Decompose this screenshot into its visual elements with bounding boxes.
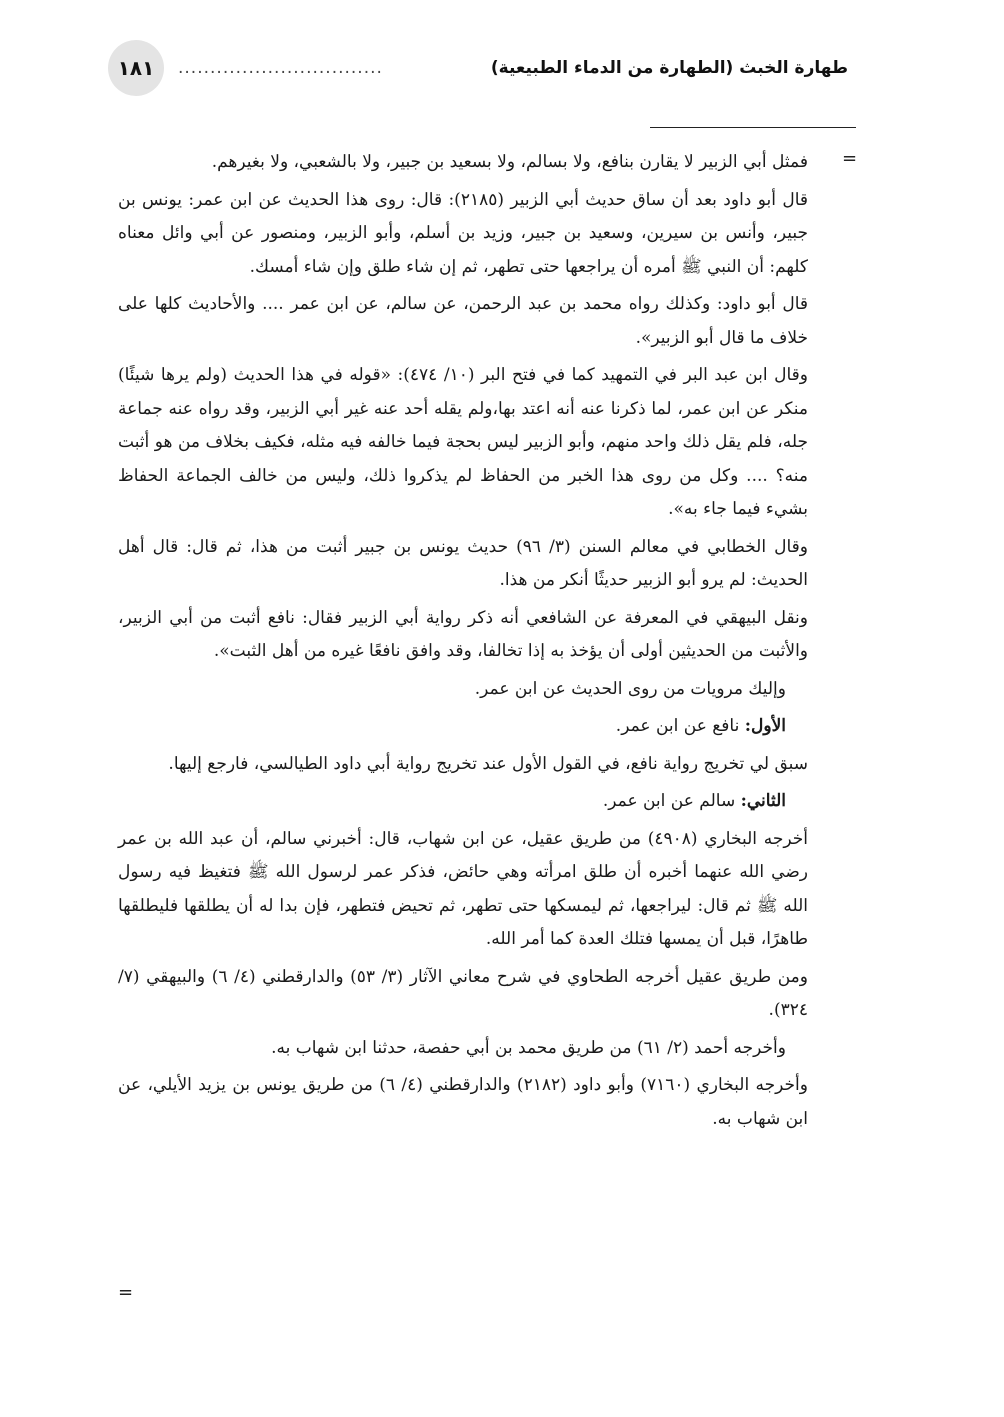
continuation-mark-bottom: =: [118, 1282, 134, 1303]
footnote-rule: [650, 127, 856, 128]
paragraph: أخرجه البخاري (٤٩٠٨) من طريق عقيل، عن ابن شهاب، قال: أخبرني سالم، أن عبد الله بن عمر رضي الله عنهما أخبره أن طلق امرأته وهي حائض، فذكر عمر لرسول الله ﷺ فتغيظ فيه رسول الله ﷺ ثم قال: ليراجعها، ثم ليمسكها حتى تطهر، ثم تحيض فتطهر، فإن بدا له أن يطلقها فليطلقها طاهرًا، قبل أن يمسها فتلك العدة كما أمر الله.: [118, 828, 808, 949]
paragraph: وإليك مرويات من روى الحديث عن ابن عمر.: [474, 678, 786, 699]
page-number: ١٨١: [108, 40, 164, 96]
footnote-body: [118, 146, 808, 1140]
paragraph: قال أبو داود: وكذلك رواه محمد بن عبد الرحمن، عن سالم، عن ابن عمر .... والأحاديث كلها على خلاف ما قال أبو الزبير».: [118, 294, 808, 348]
running-title: [491, 58, 848, 78]
paragraph: وأخرجه أحمد (٢/ ٦١) من طريق محمد بن أبي حفصة، حدثنا ابن شهاب به.: [271, 1037, 786, 1058]
paragraph: فمثل أبي الزبير لا يقارن بنافع، ولا بسالم، ولا بسعيد بن جبير، ولا بالشعبي، ولا بغيرهم.: [211, 152, 808, 172]
paragraph: وقال ابن عبد البر في التمهيد كما في فتح البر (١٠/ ٤٧٤): «قوله في هذا الحديث (ولم يرها شيئًا) منكر عن ابن عمر، لما ذكرنا عنه أنه اعتد بها،ولم يقله أحد عنه غير أبي الزبير، وقد رواه عنه جماعة جله، فلم يقل ذلك واحد منهم، وأبو الزبير ليس بحجة فيما خالفه فيه مثله، فكيف بخلاف من هو أثبت منه؟ .... وكل من روى هذا الخبر من الحفاظ لم يذكروا ذلك، وليس من خالف الجماعة الحفاظ بشيء فيما جاء به».: [118, 365, 808, 519]
heading-first: [118, 710, 808, 744]
paragraph: سبق لي تخريج رواية نافع، في القول الأول عند تخريج رواية أبي داود الطيالسي، فارجع إليها.: [168, 753, 808, 774]
heading-second-label: الثاني:: [740, 791, 786, 811]
paragraph: وقال الخطابي في معالم السنن (٣/ ٩٦) حديث يونس بن جبير أثبت من هذا، ثم قال: قال أهل الحديث: لم يرو أبو الزبير حديثًا أنكر من هذا.: [118, 536, 808, 590]
continuation-mark-top: =: [842, 148, 858, 169]
paragraph: وأخرجه البخاري (٧١٦٠) وأبو داود (٢١٨٢) والدارقطني (٤/ ٦) من طريق يونس بن يزيد الأيلي، عن ابن شهاب به.: [118, 1075, 808, 1129]
paragraph: قال أبو داود بعد أن ساق حديث أبي الزبير (٢١٨٥): قال: روى هذا الحديث عن ابن عمر: يونس بن جبير، وأنس بن سيرين، وسعيد بن جبير، وزيد بن أسلم، وأبو الزبير، ومنصور عن أبي وائل معناه كلهم: أن النبي ﷺ أمره أن يراجعها حتى تطهر، ثم إن شاء طلق وإن شاء أمسك.: [118, 189, 809, 277]
heading-first-text: نافع عن ابن عمر.: [615, 716, 745, 736]
heading-second-text: سالم عن ابن عمر.: [602, 791, 741, 811]
paragraph: ونقل البيهقي في المعرفة عن الشافعي أنه ذكر رواية أبي الزبير فقال: نافع أثبت من أبي الزبير، والأثبت من الحديثين أولى أن يؤخذ به إذا تخالفا، وقد وافق نافعًا غيره من أهل الثبت».: [118, 607, 808, 661]
header-leader-dots: ................................: [178, 58, 383, 78]
running-title-text: طهارة الخبث (الطهارة من الدماء الطبيعية): [490, 58, 848, 78]
heading-first-label: الأول:: [744, 716, 786, 736]
paragraph: ومن طريق عقيل أخرجه الطحاوي في شرح معاني الآثار (٣/ ٥٣) والدارقطني (٤/ ٦) والبيهقي (٧/ ٣٢٤).: [118, 966, 808, 1020]
heading-second: [118, 785, 808, 819]
page-header: [108, 40, 848, 98]
